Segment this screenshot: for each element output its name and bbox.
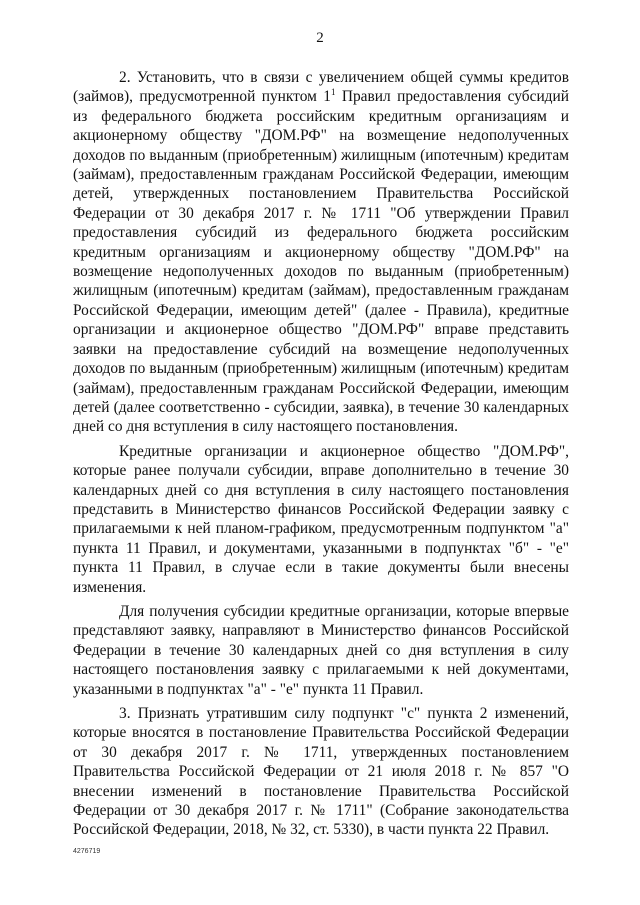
page-number: 2 [316, 30, 324, 46]
paragraph-clause-2 [73, 68, 569, 437]
paragraph-new-applicants: Для получения субсидии кредитные организации, которые впервые представляют заявку, направляют в Министерство финансов Российской Федерации в течение 30 календарных дней со дня вступления в силу настоящего постановления заявку с прилагаемыми к ней документами, указанными в подпунктах "а" - "е" пункта 11 Правил. [73, 602, 569, 698]
document-code: 4276719 [73, 848, 101, 855]
paragraph-text: 2. Установить, что в связи с увеличением общей суммы кредитов (займов), предусмотренной пунктом 1 [73, 69, 569, 106]
superscript-footnote: 1 [330, 87, 336, 98]
document-body [73, 68, 569, 843]
paragraph-existing-recipients: Кредитные организации и акционерное общество "ДОМ.РФ", которые ранее получали субсидии, вправе дополнительно в течение 30 календарных дней со дня вступления в силу настоящего постановления представить в Министерство финансов Российской Федерации заявку с прилагаемыми к ней планом-графиком, предусмотренным подпунктом "а" пункта 11 Правил, и документами, указанными в подпунктах "б" - "е" пункта 11 Правил, в случае если в такие документы были внесены изменения. [73, 442, 569, 596]
paragraph-clause-3: 3. Признать утратившим силу подпункт "с" пункта 2 изменений, которые вносятся в постановление Правительства Российской Федерации от 30 декабря 2017 г. № 1711, утвержденных постановлением Правительства Российской Федерации от 21 июля 2018 г. № 857 "О внесении изменений в постановление Правительства Российской Федерации от 30 декабря 2017 г. № 1711" (Собрание законодательства Российской Федерации, 2018, № 32, ст. 5330), в части пункта 22 Правил. [73, 705, 569, 839]
paragraph-text: Правил предоставления субсидий из федерального бюджета российским кредитным организациям и акционерному обществу "ДОМ.РФ" на возмещение недополученных доходов по выданным (приобретенным) жилищным (ипотечным) кредитам (займам), предоставленным гражданам Российской Федерации, имеющим детей, утвержденных постановлением Правительства Российской Федерации от 30 декабря 2017 г. № 1711 "Об утверждении Правил предоставления субсидий из федерального бюджета российским кредитным организациям и акционерному обществу "ДОМ.РФ" на возмещение недополученных доходов по выданным (приобретенным) жилищным (ипотечным) кредитам (займам), предоставленным гражданам Российской Федерации, имеющим детей" (далее - Правила), кредитные организации и акционерное общество "ДОМ.РФ" вправе представить заявки на предоставление субсидий на возмещение недополученных доходов по выданным (приобретенным) жилищным (ипотечным) кредитам (займам), предоставленным гражданам Российской Федерации, имеющим детей (далее соответственно - субсидии, заявка), в течение 30 календарных дней со дня вступления в силу настоящего постановления. [73, 88, 569, 436]
